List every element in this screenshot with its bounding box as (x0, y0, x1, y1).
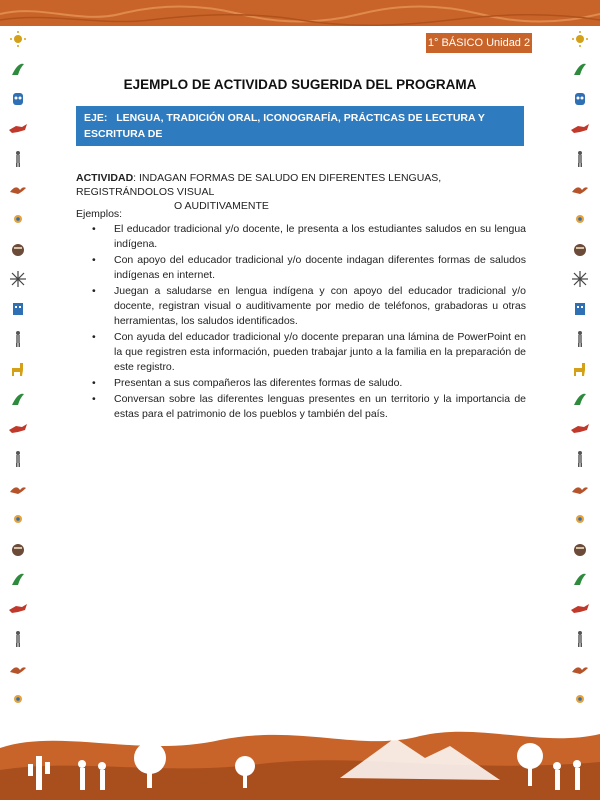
mask-icon (570, 90, 590, 108)
bullet-icon: • (92, 254, 96, 266)
lizard-icon (570, 390, 590, 408)
robot-icon (8, 300, 28, 318)
bird-icon (8, 180, 28, 198)
landscape-illustration-icon (0, 718, 600, 800)
figure-icon (8, 450, 28, 468)
activity-block (76, 171, 526, 213)
bird-icon (570, 480, 590, 498)
robot-icon (570, 300, 590, 318)
fox-icon (8, 120, 28, 138)
examples-list (76, 222, 526, 423)
figure-icon (8, 150, 28, 168)
llama-icon (570, 360, 590, 378)
figure-icon (570, 450, 590, 468)
page-title: EJEMPLO DE ACTIVIDAD SUGERIDA DEL PROGRAMA (123, 77, 477, 92)
activity-text: : INDAGAN FORMAS DE SALUDO EN DIFERENTES LENGUAS, REGISTRÁNDOLOS VISUAL (76, 172, 442, 198)
figure-icon (8, 630, 28, 648)
figure-icon (8, 330, 28, 348)
flower-icon (570, 210, 590, 228)
bullet-icon: • (92, 377, 96, 389)
figure-icon (570, 630, 590, 648)
fox-icon (8, 600, 28, 618)
eje-label: EJE: (84, 112, 108, 124)
list-item: • El educador tradicional y/o docente, le presenta a los estudiantes saludos en su lengua indígena. (92, 223, 526, 250)
lizard-icon (570, 60, 590, 78)
bird-icon (570, 660, 590, 678)
flower-icon (570, 510, 590, 528)
mask-icon (8, 90, 28, 108)
activity-label: ACTIVIDAD (76, 172, 134, 184)
list-item: • Presentan a sus compañeros las diferentes formas de saludo. (92, 377, 403, 389)
top-decorative-band (0, 0, 600, 26)
wave-pattern-icon (0, 0, 600, 26)
lizard-icon (8, 60, 28, 78)
llama-icon (8, 360, 28, 378)
right-decorative-column (567, 30, 593, 720)
eje-text-line2: LOS PUEBLOS ORIGINARIOS. (84, 144, 236, 156)
pot-icon (570, 240, 590, 258)
figure-icon (570, 330, 590, 348)
flower-icon (570, 690, 590, 708)
bullet-icon: • (92, 331, 96, 343)
list-item: • Conversan sobre las diferentes lenguas presentes en un territorio y la importancia de estas para el patrimonio de los pueblos y también del país. (92, 393, 526, 420)
flower-icon (8, 210, 28, 228)
lizard-icon (8, 570, 28, 588)
bullet-icon: • (92, 393, 96, 405)
list-item: • Con ayuda del educador tradicional y/o docente preparan una lámina de PowerPoint en la que registren esta información, pueden trabajar junto a la familia en la preparación de este registro. (92, 331, 526, 373)
fox-icon (570, 120, 590, 138)
pot-icon (8, 240, 28, 258)
lizard-icon (570, 570, 590, 588)
bullet-icon: • (92, 223, 96, 235)
unit-badge: 1° BÁSICO Unidad 2 (426, 33, 532, 53)
bird-icon (570, 180, 590, 198)
flower-icon (8, 510, 28, 528)
left-decorative-column (5, 30, 31, 720)
sun-icon (8, 30, 28, 48)
pot-icon (8, 540, 28, 558)
fox-icon (8, 420, 28, 438)
pot-icon (570, 540, 590, 558)
bird-icon (8, 660, 28, 678)
list-item: • Juegan a saludarse en lengua indígena y con apoyo del educador tradicional y/o docente, registran visual o auditivamente por medio de teléfonos, grabadoras u otras herramientas, los saludos identificados. (92, 285, 526, 327)
eje-box (76, 106, 524, 156)
sun-icon (570, 30, 590, 48)
eje-text: LENGUA, TRADICIÓN ORAL, ICONOGRAFÍA, PRÁCTICAS DE LECTURA Y ESCRITURA DE (84, 112, 485, 140)
bullet-icon: • (92, 285, 96, 297)
footer-landscape-band (0, 718, 600, 800)
examples-label: Ejemplos: (76, 208, 123, 220)
star-icon (570, 270, 590, 288)
lizard-icon (8, 390, 28, 408)
activity-text-line2: O AUDITIVAMENTE (174, 200, 269, 212)
flower-icon (8, 690, 28, 708)
fox-icon (570, 600, 590, 618)
list-item: • Con apoyo del educador tradicional y/o docente indagan diferentes formas de saludos indígenas en internet. (92, 254, 526, 281)
star-icon (8, 270, 28, 288)
bird-icon (8, 480, 28, 498)
fox-icon (570, 420, 590, 438)
figure-icon (570, 150, 590, 168)
